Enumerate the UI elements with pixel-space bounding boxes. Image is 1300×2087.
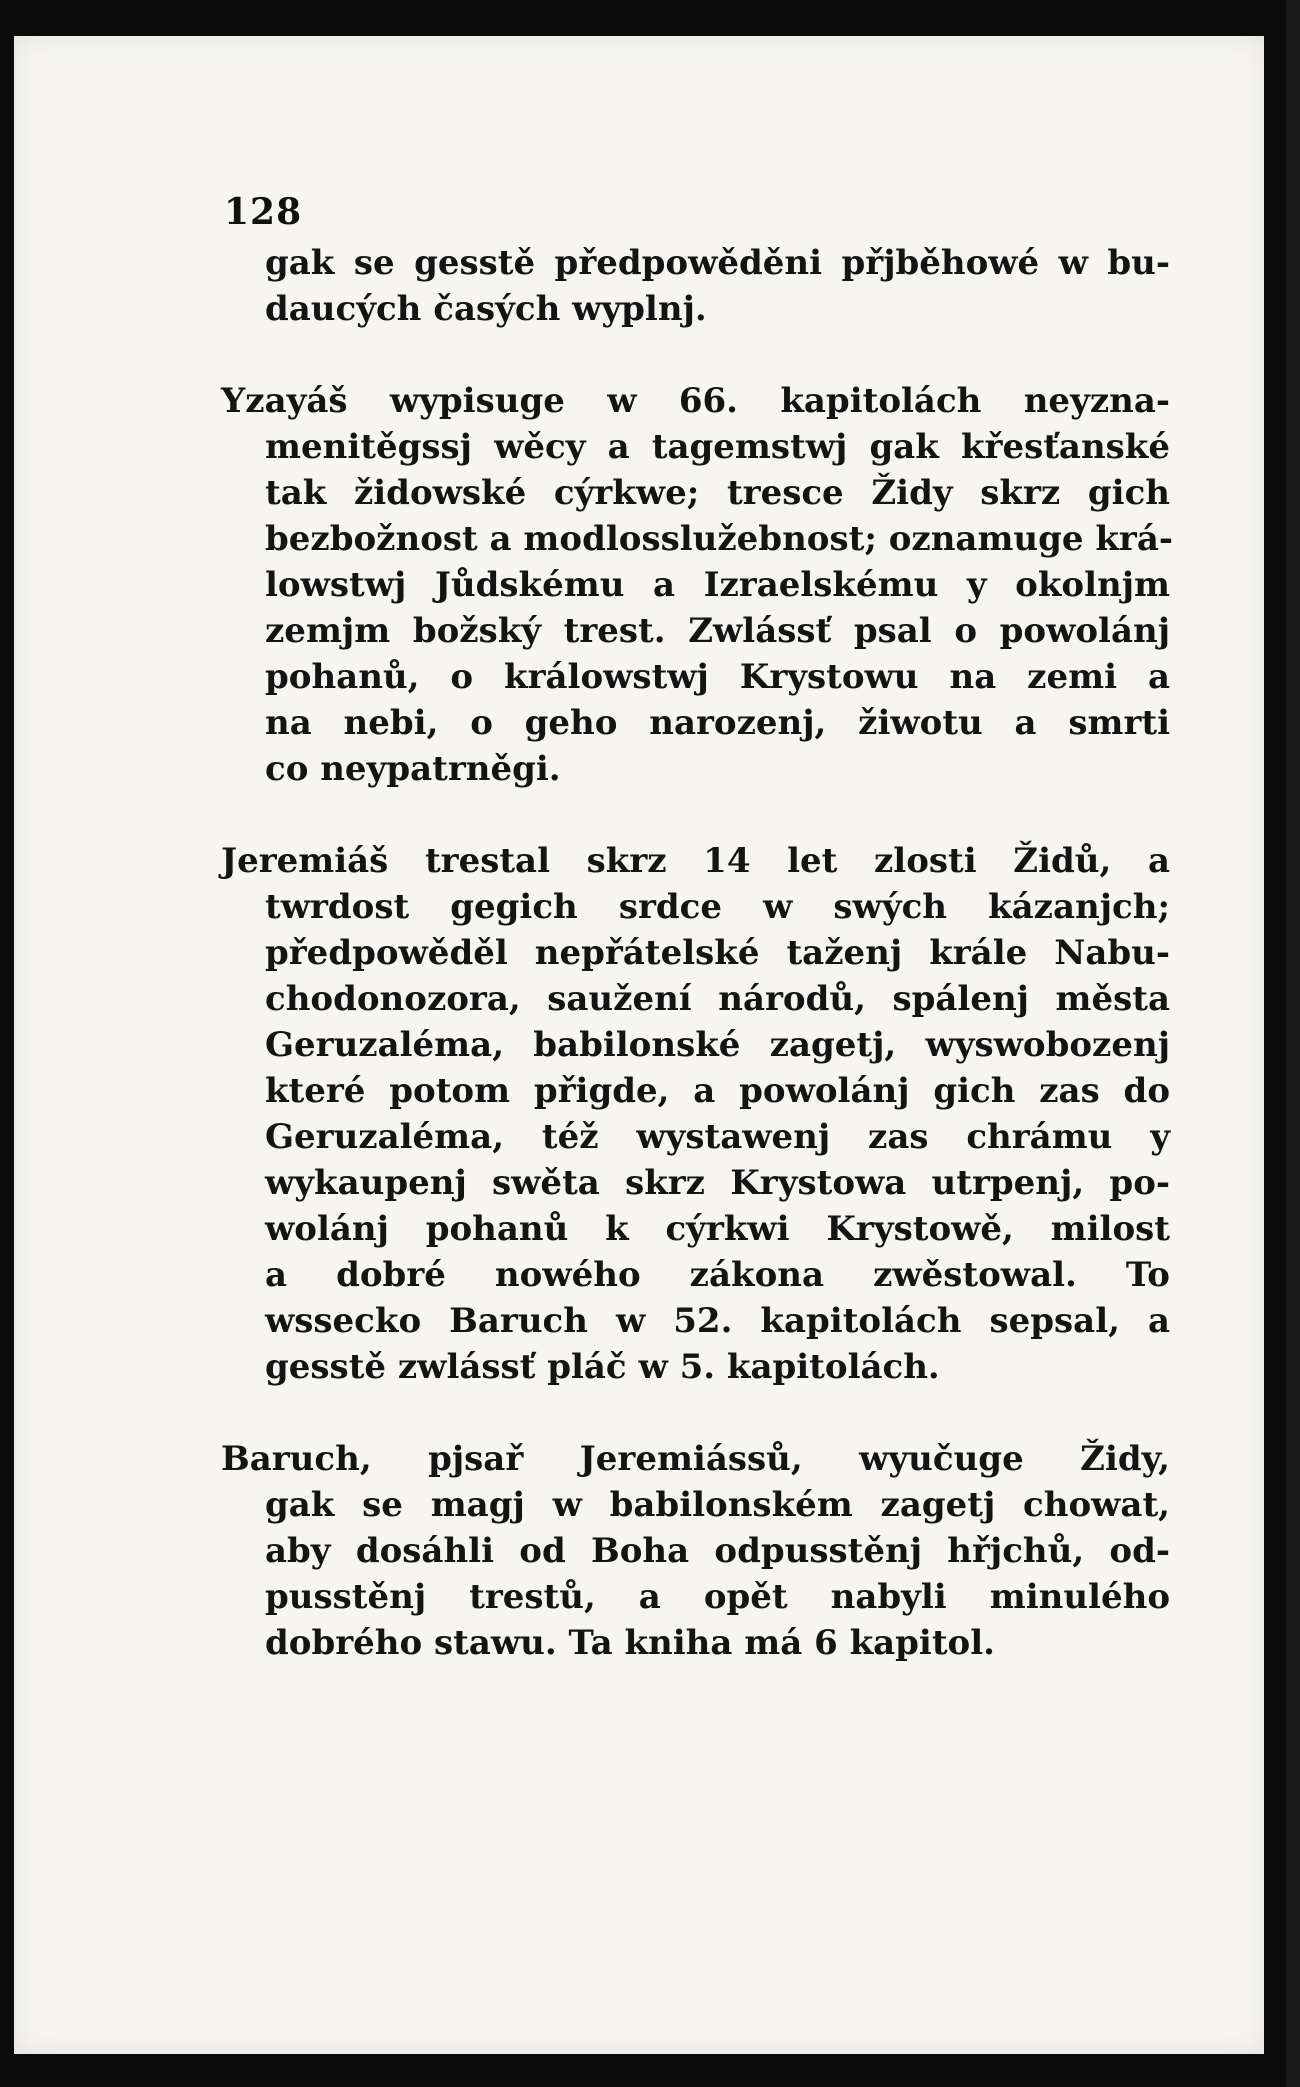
text-line: pohanů, o králowstwj Krystowu na zemi a <box>265 657 1170 697</box>
paragraph-isaiah <box>221 378 1173 792</box>
text-line: tak židowské cýrkwe; tresce Židy skrz gich <box>265 473 1170 513</box>
text-line: na nebi, o geho narozenj, žiwotu a smrti <box>265 703 1170 743</box>
paragraph-jeremiah <box>221 838 1170 1390</box>
text-line: Jeremiáš trestal skrz 14 let zlosti Židů, a <box>221 841 1170 881</box>
text-line: co neypatrněgi. <box>265 749 561 789</box>
text-line: daucých časých wyplnj. <box>265 289 707 329</box>
text-line: chodonozora, saužení národů, spálenj města <box>265 979 1170 1019</box>
paragraph-gap <box>265 332 1170 378</box>
paragraph-1 <box>265 240 1170 332</box>
text-line: a dobré nowého zákona zwěstowal. To <box>265 1255 1170 1295</box>
text-line: gak se gesstě předpowěděni přjběhowé w bu- <box>265 243 1170 283</box>
text-line: wykaupenj swěta skrz Krystowa utrpenj, po- <box>265 1163 1170 1203</box>
page-body <box>221 240 1173 1666</box>
text-line: pusstěnj trestů, a opět nabyli minulého <box>265 1577 1170 1617</box>
paragraph-gap <box>265 792 1170 838</box>
text-line: menitěgssj wěcy a tagemstwj gak křesťanské <box>265 427 1170 467</box>
page-number: 128 <box>224 191 303 233</box>
text-line: Baruch, pjsař Jeremiássů, wyučuge Židy, <box>221 1439 1170 1479</box>
binding-edge <box>1286 0 1300 2087</box>
text-line: Geruzaléma, babilonské zagetj, wyswobozenj <box>265 1025 1170 1065</box>
text-line: wolánj pohanů k cýrkwi Krystowě, milost <box>265 1209 1170 1249</box>
text-line: zemjm božský trest. Zwlássť psal o powolánj <box>265 611 1170 651</box>
paragraph-baruch <box>221 1436 1170 1666</box>
text-line: gak se magj w babilonském zagetj chowat, <box>265 1485 1170 1525</box>
text-line: aby dosáhli od Boha odpusstěnj hřjchů, od- <box>265 1531 1170 1571</box>
text-line: twrdost gegich srdce w swých kázanjch; <box>265 887 1170 927</box>
paragraph-gap <box>265 1390 1170 1436</box>
text-line: lowstwj Jůdskému a Izraelskému y okolnjm <box>265 565 1170 605</box>
text-line: které potom přigde, a powolánj gich zas do <box>265 1071 1170 1111</box>
text-line: gesstě zwlássť pláč w 5. kapitolách. <box>265 1347 940 1387</box>
text-line: bezbožnost a modlosslužebnost; oznamuge krá- <box>265 519 1173 559</box>
text-line: dobrého stawu. Ta kniha má 6 kapitol. <box>265 1623 995 1663</box>
text-line: wssecko Baruch w 52. kapitolách sepsal, a <box>265 1301 1170 1341</box>
text-line: Yzayáš wypisuge w 66. kapitolách neyzna- <box>221 381 1170 421</box>
text-line: Geruzaléma, též wystawenj zas chrámu y <box>265 1117 1170 1157</box>
text-line: předpowěděl nepřátelské taženj krále Nabu- <box>265 933 1170 973</box>
